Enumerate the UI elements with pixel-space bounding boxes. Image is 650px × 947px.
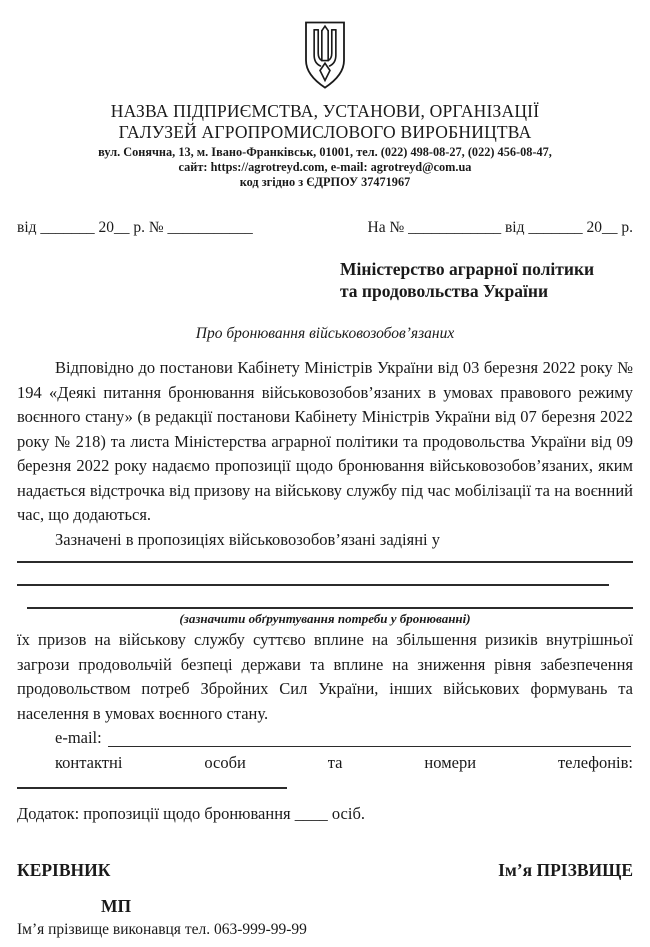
- email-label: e-mail:: [55, 728, 102, 747]
- signer-position-title: КЕРІВНИК: [17, 860, 111, 880]
- letterhead-emblem: [17, 18, 633, 99]
- email-row: [17, 726, 633, 751]
- organization-name-line2: ГАЛУЗЕЙ АГРОПРОМИСЛОВОГО ВИРОБНИЦТВА: [118, 122, 532, 142]
- attachment-line: Додаток: пропозиції щодо бронювання ____ осіб.: [17, 804, 365, 823]
- addressee-line1: Міністерство аграрної політики: [340, 259, 595, 279]
- outgoing-ref-line: від _______ 20__ р. № ___________: [17, 219, 253, 236]
- addressee-line2: та продовольства України: [340, 281, 549, 301]
- reference-row: [17, 218, 633, 238]
- letterhead-edrpou-code: код згідно з ЄДРПОУ 37471967: [239, 175, 411, 189]
- blank-fill-line-1: [17, 552, 633, 563]
- organization-name: [17, 101, 633, 143]
- ukraine-trident-emblem-icon: [292, 18, 358, 99]
- blank-fill-line-3: [27, 586, 633, 609]
- stamp-mark: МП: [101, 896, 132, 916]
- email-fill-line: [108, 746, 631, 747]
- letterhead-web-email-line: сайт: https://agrotreyd.com, e-mail: agrotreyd@com.ua: [178, 160, 472, 174]
- contacts-fill-line: [17, 775, 287, 789]
- body-paragraph-1: Відповідно до постанови Кабінету Міністрів України від 03 березня 2022 року № 194 «Деякі питання бронювання військовозобов’язаних в умовах правового режиму воєнного стану» (в редакції постанови Кабінету Міністрів України від 07 березня 2022 року № 218) та листа Міністерства аграрної політики та продовольства України від 09 березня 2022 року надаємо пропозиції щодо бронювання військовозобов’язаних, яким надається відстрочка від призову на військову службу під час мобілізації та на воєнний час, що додаються.: [17, 358, 633, 524]
- signer-name-placeholder: Ім’я ПРІЗВИЩЕ: [498, 860, 633, 880]
- letterhead-contacts: [17, 145, 633, 190]
- body-paragraph-2: Зазначені в пропозиціях військовозобов’язані задіяні у: [55, 529, 440, 549]
- contacts-label-line: контактні особи та номери телефонів:: [55, 752, 633, 772]
- organization-name-line1: НАЗВА ПІДПРИЄМСТВА, УСТАНОВИ, ОРГАНІЗАЦІЇ: [110, 101, 540, 121]
- fill-line-caption: (зазначити обґрунтування потреби у бронюванні): [179, 611, 471, 626]
- subject-line: Про бронювання військовозобов’язаних: [195, 325, 455, 342]
- incoming-ref-line: На № ____________ від _______ 20__ р.: [367, 219, 633, 236]
- signature-row: [17, 859, 633, 881]
- letterhead-address-line: вул. Сонячна, 13, м. Івано-Франківськ, 01001, тел. (022) 498-08-27, (022) 456-08-47,: [98, 145, 552, 159]
- addressee-block: [340, 258, 633, 302]
- executor-contact-line: Ім’я прізвище виконавця тел. 063-999-99-99: [17, 921, 307, 938]
- body-paragraph-3: їх призов на військову службу суттєво вплине на збільшення ризиків внутрішньої загрози продовольчій безпеці держави та вплине на зниження рівня забезпечення продовольством потреб Збройних Сил України, інших військових формувань та населення в умовах воєнного стану.: [17, 630, 633, 723]
- blank-fill-line-2: [17, 563, 609, 586]
